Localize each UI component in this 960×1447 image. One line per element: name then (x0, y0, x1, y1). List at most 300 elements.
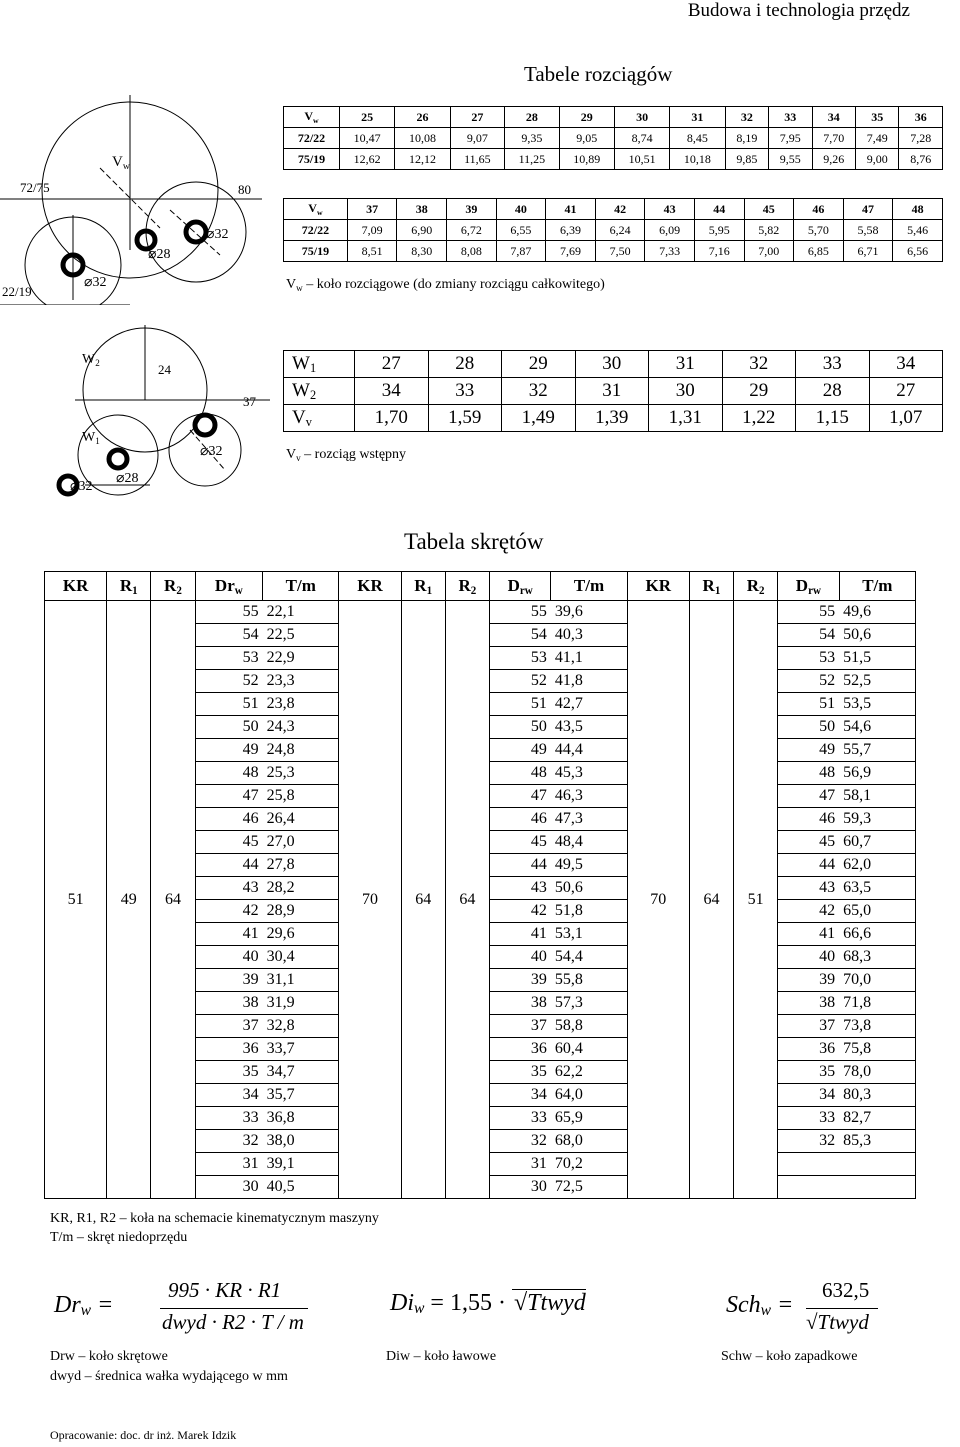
table-rozciagi-2 (283, 198, 943, 262)
table-cell: 10,08 (395, 128, 450, 149)
table-cell: 28 (796, 378, 870, 405)
drw-cell: 37 (489, 1015, 550, 1038)
gear-value-cell: 70 (627, 601, 689, 1199)
table-cell: 5,46 (893, 220, 943, 241)
tm-cell: 68,3 (839, 946, 915, 969)
gear-32-w (195, 415, 215, 435)
table-cell: 12,12 (395, 149, 450, 170)
table-header-cell: KR (339, 572, 401, 601)
drw-cell: 43 (778, 877, 839, 900)
table-header-row (284, 199, 943, 220)
tm-cell: 78,0 (839, 1061, 915, 1084)
label-2219: 22/19 (2, 284, 32, 299)
drw-cell: 44 (778, 854, 839, 877)
tm-cell: 45,3 (551, 762, 627, 785)
tm-cell: 59,3 (839, 808, 915, 831)
tm-cell: 70,0 (839, 969, 915, 992)
tm-cell: 72,5 (551, 1176, 627, 1199)
drw-cell: 47 (195, 785, 263, 808)
table-cell: 6,90 (397, 220, 447, 241)
table-header-cell: 27 (450, 107, 504, 128)
drw-cell: 38 (489, 992, 550, 1015)
tm-cell: 27,0 (263, 831, 339, 854)
drw-cell: 51 (489, 693, 550, 716)
table-cell: 7,09 (347, 220, 397, 241)
drw-cell: 52 (778, 670, 839, 693)
gear-value-cell: 49 (107, 601, 151, 1199)
table-cell: 32 (502, 378, 576, 405)
drw-cell: 40 (195, 946, 263, 969)
tm-cell (839, 1153, 915, 1176)
tm-cell: 56,9 (839, 762, 915, 785)
table-header-cell: 31 (670, 107, 725, 128)
note-drw: Drw – koło skrętowe (50, 1349, 168, 1364)
drw-cell: 33 (778, 1107, 839, 1130)
tm-cell: 30,4 (263, 946, 339, 969)
table-cell: 9,55 (769, 149, 812, 170)
table-cell: 5,95 (694, 220, 744, 241)
table-header-cell: 30 (614, 107, 669, 128)
drw-cell: 55 (489, 601, 550, 624)
table-cell: 9,85 (725, 149, 768, 170)
tm-cell: 39,6 (551, 601, 627, 624)
table-row-label: $W_2$ (284, 378, 355, 405)
table-cell: 10,89 (559, 149, 614, 170)
drw-cell: 46 (195, 808, 263, 831)
tm-cell: 60,7 (839, 831, 915, 854)
label-7275: 72/75 (20, 180, 50, 195)
drw-cell: 32 (195, 1130, 263, 1153)
tm-cell: 41,8 (551, 670, 627, 693)
tm-cell: 53,1 (551, 923, 627, 946)
drw-cell: 45 (778, 831, 839, 854)
label-32-w-left: ⌀32 (70, 479, 93, 494)
table-cell: 5,82 (744, 220, 794, 241)
note-vw: $V_w$ – koło rozciągowe (do zmiany rozciągu całkowitego) (286, 277, 605, 293)
drw-cell: 31 (489, 1153, 550, 1176)
table-header-cell: $D_{rw}$ (778, 572, 839, 601)
legend-kr: KR, R1, R2 – koła na schemacie kinematycznym maszyny (50, 1211, 379, 1226)
tm-cell: 39,1 (263, 1153, 339, 1176)
table-header-cell: 28 (505, 107, 559, 128)
tm-cell: 63,5 (839, 877, 915, 900)
table-cell: 7,70 (812, 128, 855, 149)
table-cell: 5,58 (843, 220, 893, 241)
table-cell: 10,18 (670, 149, 725, 170)
table-cell: 8,45 (670, 128, 725, 149)
tm-cell: 55,7 (839, 739, 915, 762)
table-cell: 33 (428, 378, 502, 405)
drw-cell: 36 (489, 1038, 550, 1061)
drw-cell: 39 (778, 969, 839, 992)
table-cell: 72/22 (284, 128, 340, 149)
drw-cell: 52 (195, 670, 263, 693)
drw-cell: 38 (778, 992, 839, 1015)
table-cell: 10,51 (614, 149, 669, 170)
drw-cell: 44 (489, 854, 550, 877)
drw-cell: 43 (195, 877, 263, 900)
gear-value-cell: 64 (151, 601, 195, 1199)
table-cell: 1,31 (649, 405, 723, 432)
table-cell: 11,25 (505, 149, 559, 170)
table-header-cell: 29 (559, 107, 614, 128)
drw-cell: 38 (195, 992, 263, 1015)
tm-cell: 40,3 (551, 624, 627, 647)
table-header-cell: $Dr_w$ (195, 572, 263, 601)
drw-cell: 36 (778, 1038, 839, 1061)
tm-cell: 75,8 (839, 1038, 915, 1061)
table-cell: 8,76 (899, 149, 943, 170)
table-cell: 7,95 (769, 128, 812, 149)
table-row (284, 220, 943, 241)
tm-cell: 44,4 (551, 739, 627, 762)
drw-cell: 45 (489, 831, 550, 854)
drw-cell: 32 (778, 1130, 839, 1153)
table-header-cell: 25 (340, 107, 395, 128)
drw-cell: 33 (195, 1107, 263, 1130)
table-header-row (284, 107, 943, 128)
drw-cell: 39 (195, 969, 263, 992)
tm-cell: 68,0 (551, 1130, 627, 1153)
drw-cell: 41 (489, 923, 550, 946)
table-row (284, 128, 943, 149)
drw-cell: 42 (195, 900, 263, 923)
drw-cell: 34 (778, 1084, 839, 1107)
table-row (284, 241, 943, 262)
tm-cell: 28,2 (263, 877, 339, 900)
formula-drw: $Dr_w$ = 995 · KR · R1 dwyd · R2 · T / m (52, 1278, 382, 1338)
table-header-cell: 44 (694, 199, 744, 220)
table-cell: 34 (355, 378, 429, 405)
table-cell: 29 (722, 378, 796, 405)
tm-cell: 31,9 (263, 992, 339, 1015)
tm-cell: 54,4 (551, 946, 627, 969)
drw-cell: 53 (489, 647, 550, 670)
tm-cell: 80,3 (839, 1084, 915, 1107)
table-header-cell: 48 (893, 199, 943, 220)
table-header-cell: 40 (496, 199, 546, 220)
gear-value-cell: 64 (401, 601, 445, 1199)
tm-cell: 50,6 (839, 624, 915, 647)
table-cell: 7,16 (694, 241, 744, 262)
tm-cell: 53,5 (839, 693, 915, 716)
tm-cell: 57,3 (551, 992, 627, 1015)
table-body (45, 601, 916, 1199)
tm-cell: 40,5 (263, 1176, 339, 1199)
table-cell: 75/19 (284, 241, 348, 262)
tm-cell: 52,5 (839, 670, 915, 693)
label-w2: $W_2$ (82, 352, 100, 368)
table-cell: 1,39 (575, 405, 649, 432)
table-row (284, 351, 943, 378)
table-cell: 9,35 (505, 128, 559, 149)
tm-cell: 47,3 (551, 808, 627, 831)
drw-cell: 30 (195, 1176, 263, 1199)
table-cell: 12,62 (340, 149, 395, 170)
tm-cell: 51,8 (551, 900, 627, 923)
tm-cell: 23,3 (263, 670, 339, 693)
table-header-cell: $R_2$ (151, 572, 195, 601)
formula-schw: Sch$_w$ = 632,5 √Ttwyd (726, 1278, 926, 1338)
table-cell: 10,47 (340, 128, 395, 149)
table-cell: 9,00 (855, 149, 898, 170)
tm-cell: 36,8 (263, 1107, 339, 1130)
table-rozciagi-1 (283, 106, 943, 170)
table-cell: 7,87 (496, 241, 546, 262)
table-cell: 7,33 (645, 241, 695, 262)
table-header-cell: 36 (899, 107, 943, 128)
table-cell: 6,56 (893, 241, 943, 262)
drw-cell: 40 (778, 946, 839, 969)
table-header-cell: 37 (347, 199, 397, 220)
tm-cell: 28,9 (263, 900, 339, 923)
tm-cell: 65,0 (839, 900, 915, 923)
tm-cell: 41,1 (551, 647, 627, 670)
table-header-cell: $D_{rw}$ (489, 572, 550, 601)
tm-cell: 49,6 (839, 601, 915, 624)
table-row (284, 405, 943, 432)
drw-cell: 54 (195, 624, 263, 647)
section-title-skrety: Tabela skrętów (404, 529, 544, 554)
drw-cell: 55 (195, 601, 263, 624)
drw-cell: 35 (489, 1061, 550, 1084)
drafting-diagram (0, 95, 275, 305)
table-head (45, 572, 916, 601)
gear-value-cell: 64 (445, 601, 489, 1199)
drw-cell: 37 (778, 1015, 839, 1038)
drw-cell: 46 (489, 808, 550, 831)
table-header-cell: 38 (397, 199, 447, 220)
table-header-cell: KR (45, 572, 107, 601)
tm-cell: 29,6 (263, 923, 339, 946)
table-cell: 8,08 (447, 241, 497, 262)
table-cell: 6,72 (447, 220, 497, 241)
gear-value-cell: 51 (734, 601, 778, 1199)
table-header-cell: 47 (843, 199, 893, 220)
label-w1: $W_1$ (82, 430, 100, 446)
drw-cell: 53 (195, 647, 263, 670)
tm-cell: 48,4 (551, 831, 627, 854)
table-header-cell: 41 (546, 199, 596, 220)
tm-cell: 22,5 (263, 624, 339, 647)
label-32-w: ⌀32 (200, 444, 223, 459)
drw-cell: 33 (489, 1107, 550, 1130)
table-header-cell: $R_1$ (401, 572, 445, 601)
drw-cell: 50 (195, 716, 263, 739)
table-header-cell: $R_2$ (734, 572, 778, 601)
table-row (284, 378, 943, 405)
drw-cell: 47 (778, 785, 839, 808)
table-cell: 1,15 (796, 405, 870, 432)
gear-value-cell: 51 (45, 601, 107, 1199)
footer-author: Opracowanie: doc. dr inż. Marek Idzik (50, 1428, 237, 1442)
tm-cell: 51,5 (839, 647, 915, 670)
table-cell: 9,26 (812, 149, 855, 170)
table-cell: 1,07 (869, 405, 943, 432)
table-header-cell: T/m (551, 572, 627, 601)
tm-cell: 25,3 (263, 762, 339, 785)
table-header-cell: 33 (769, 107, 812, 128)
tm-cell: 58,1 (839, 785, 915, 808)
table-cell: 27 (355, 351, 429, 378)
gear-value-cell: 70 (339, 601, 401, 1199)
table-header-cell: 32 (725, 107, 768, 128)
table-header-cell: $V_w$ (284, 199, 348, 220)
tm-cell: 64,0 (551, 1084, 627, 1107)
drw-cell: 49 (195, 739, 263, 762)
drw-cell: 44 (195, 854, 263, 877)
drw-cell: 53 (778, 647, 839, 670)
table-cell: 6,39 (546, 220, 596, 241)
gear-28-w (109, 450, 127, 468)
gear-32-right (186, 222, 206, 242)
page-header: Budowa i technologia przędz (687, 0, 910, 21)
table-cell: 6,09 (645, 220, 695, 241)
drw-cell: 49 (489, 739, 550, 762)
table-row-label: $W_1$ (284, 351, 355, 378)
drw-cell: 35 (778, 1061, 839, 1084)
label-32-left: ⌀32 (84, 275, 107, 290)
table-cell: 34 (869, 351, 943, 378)
table-cell: 1,22 (722, 405, 796, 432)
table-cell: 31 (649, 351, 723, 378)
table-cell: 27 (869, 378, 943, 405)
drw-cell: 55 (778, 601, 839, 624)
tm-cell: 23,8 (263, 693, 339, 716)
table-cell: 33 (796, 351, 870, 378)
tm-cell: 34,7 (263, 1061, 339, 1084)
drafting-diagram-2 (40, 325, 275, 500)
drw-cell (778, 1176, 839, 1199)
table-cell: 7,00 (744, 241, 794, 262)
drw-cell: 50 (489, 716, 550, 739)
drw-cell: 32 (489, 1130, 550, 1153)
tm-cell: 46,3 (551, 785, 627, 808)
tm-cell: 62,0 (839, 854, 915, 877)
tm-cell (839, 1176, 915, 1199)
drw-cell: 39 (489, 969, 550, 992)
label-vw: $V_w$ (112, 154, 130, 172)
table-cell: 72/22 (284, 220, 348, 241)
drw-cell: 30 (489, 1176, 550, 1199)
tm-cell: 82,7 (839, 1107, 915, 1130)
table-cell: 30 (649, 378, 723, 405)
drw-cell: 37 (195, 1015, 263, 1038)
drw-cell: 40 (489, 946, 550, 969)
table-header-cell: 45 (744, 199, 794, 220)
table-cell: 7,50 (595, 241, 645, 262)
tm-cell: 62,2 (551, 1061, 627, 1084)
tm-cell: 22,1 (263, 601, 339, 624)
drw-cell: 54 (778, 624, 839, 647)
drw-cell: 41 (778, 923, 839, 946)
tm-cell: 60,4 (551, 1038, 627, 1061)
tm-cell: 22,9 (263, 647, 339, 670)
table-cell: 9,05 (559, 128, 614, 149)
tm-cell: 49,5 (551, 854, 627, 877)
drw-cell: 42 (489, 900, 550, 923)
table-header-cell: $R_2$ (445, 572, 489, 601)
table-cell: 1,70 (355, 405, 429, 432)
drw-cell: 45 (195, 831, 263, 854)
label-28-w: ⌀28 (116, 471, 139, 486)
table-cell: 28 (428, 351, 502, 378)
tm-cell: 54,6 (839, 716, 915, 739)
table-row-label: $V_v$ (284, 405, 355, 432)
table-cell: 7,49 (855, 128, 898, 149)
drw-cell: 43 (489, 877, 550, 900)
label-24: 24 (158, 362, 171, 377)
table-cell: 29 (502, 351, 576, 378)
table-cell: 32 (722, 351, 796, 378)
table-cell: 5,70 (794, 220, 844, 241)
drw-cell: 34 (195, 1084, 263, 1107)
table-skrety (44, 571, 916, 1199)
tm-cell: 38,0 (263, 1130, 339, 1153)
table-header-row (45, 572, 916, 601)
drw-cell: 48 (195, 762, 263, 785)
tm-cell: 32,8 (263, 1015, 339, 1038)
table-header-cell: 42 (595, 199, 645, 220)
gear-value-cell: 64 (689, 601, 733, 1199)
table-cell: 6,55 (496, 220, 546, 241)
label-28: ⌀28 (148, 247, 171, 262)
table-cell: 8,30 (397, 241, 447, 262)
table-cell: 6,71 (843, 241, 893, 262)
table-cell: 6,24 (595, 220, 645, 241)
drw-cell: 36 (195, 1038, 263, 1061)
tm-cell: 31,1 (263, 969, 339, 992)
section-title-rozciagi: Tabele rozciągów (524, 62, 673, 86)
table-cell: 8,74 (614, 128, 669, 149)
tm-cell: 71,8 (839, 992, 915, 1015)
drw-cell: 54 (489, 624, 550, 647)
table-cell: 75/19 (284, 149, 340, 170)
table-cell: 8,19 (725, 128, 768, 149)
tm-cell: 73,8 (839, 1015, 915, 1038)
table-header-cell: KR (627, 572, 689, 601)
tm-cell: 43,5 (551, 716, 627, 739)
drw-cell: 48 (778, 762, 839, 785)
table-header-cell: T/m (839, 572, 915, 601)
tm-cell: 26,4 (263, 808, 339, 831)
tm-cell: 55,8 (551, 969, 627, 992)
table-header-cell: 39 (447, 199, 497, 220)
table-cell: 11,65 (450, 149, 504, 170)
label-80: 80 (238, 182, 251, 197)
tm-cell: 25,8 (263, 785, 339, 808)
table-header-cell: 34 (812, 107, 855, 128)
tm-cell: 65,9 (551, 1107, 627, 1130)
table-cell: 1,59 (428, 405, 502, 432)
drw-cell: 35 (195, 1061, 263, 1084)
table-header-cell: 35 (855, 107, 898, 128)
drw-cell: 47 (489, 785, 550, 808)
drw-cell: 51 (195, 693, 263, 716)
table-cell: 9,07 (450, 128, 504, 149)
tm-cell: 70,2 (551, 1153, 627, 1176)
table-header-cell: $R_1$ (107, 572, 151, 601)
drw-cell: 49 (778, 739, 839, 762)
table-cell: 7,28 (899, 128, 943, 149)
tm-cell: 42,7 (551, 693, 627, 716)
table-cell: 8,51 (347, 241, 397, 262)
table-row (45, 601, 916, 624)
drw-cell: 42 (778, 900, 839, 923)
table-cell: 30 (575, 351, 649, 378)
drw-cell: 50 (778, 716, 839, 739)
tm-cell: 85,3 (839, 1130, 915, 1153)
